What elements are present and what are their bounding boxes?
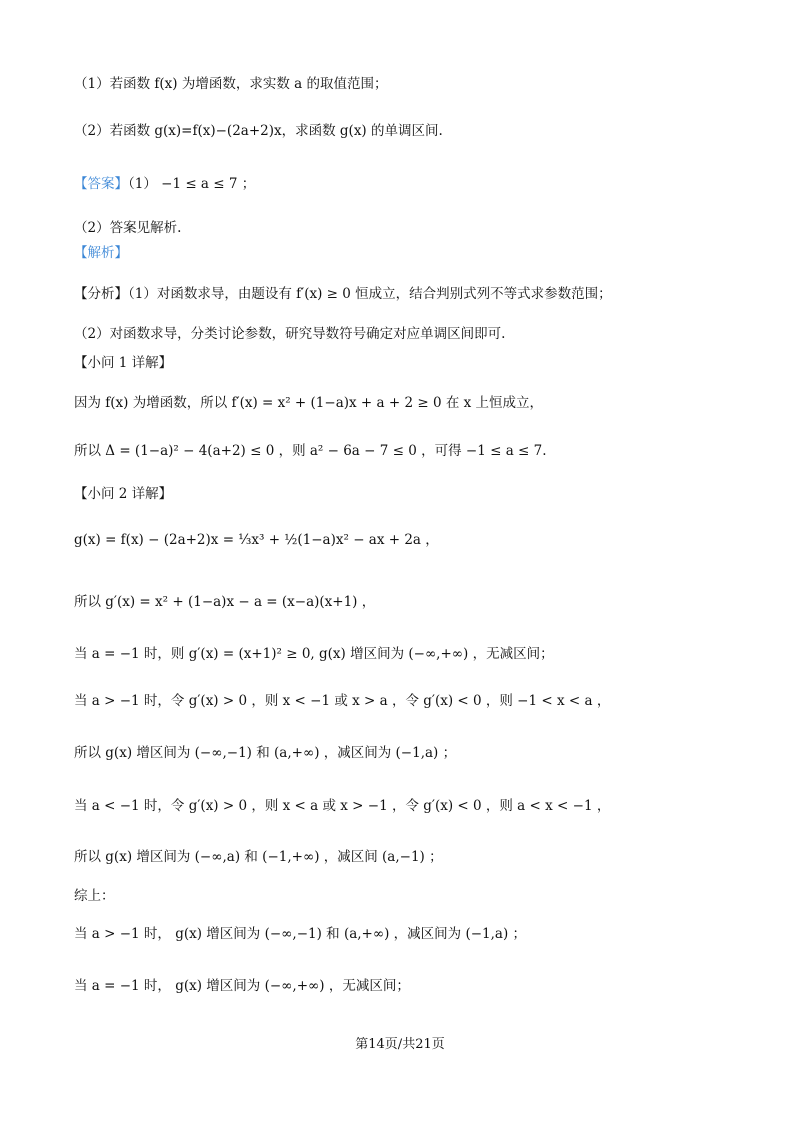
sub2-line2: 所以 g′(x) = x² + (1−a)x − a = (x−a)(x+1) ，: [74, 594, 376, 610]
sub2-line5: 所以 g(x) 增区间为 (−∞,−1) 和 (a,+∞) ，减区间为 (−1,a) ；: [74, 745, 457, 761]
sub2-title: 【小问 2 详解】: [74, 486, 173, 502]
analysis-2: （2）对函数求导，分类讨论参数，研究导数符号确定对应单调区间即可.: [74, 326, 506, 342]
answer-1: （1） −1 ≤ a ≤ 7 ；: [128, 176, 256, 192]
summary-title: 综上：: [74, 888, 115, 904]
analysis-label: 【解析】: [74, 245, 128, 261]
answer-2: （2）答案见解析.: [74, 220, 182, 236]
sub2-line4: 当 a > −1 时，令 g′(x) > 0 ，则 x < −1 或 x > a ，令 g′(x) < 0 ，则 −1 < x < a ，: [74, 693, 611, 709]
answer-1-row: [74, 174, 740, 194]
sub1-title: 【小问 1 详解】: [74, 355, 173, 371]
q2: （2）若函数 g(x)=f(x)−(2a+2)x，求函数 g(x) 的单调区间.: [74, 123, 443, 139]
sub1-line1: 因为 f(x) 为增函数，所以 f′(x) = x² + (1−a)x + a + 2 ≥ 0 在 x 上恒成立，: [74, 395, 544, 411]
summary-1: 当 a > −1 时， g(x) 增区间为 (−∞,−1) 和 (a,+∞) ，减区间为 (−1,a) ；: [74, 926, 527, 942]
sub2-line6: 当 a < −1 时，令 g′(x) > 0 ，则 x < a 或 x > −1 ，令 g′(x) < 0 ，则 a < x < −1 ，: [74, 798, 611, 814]
page-footer: 第14页/共21页: [355, 1037, 445, 1052]
sub1-line2: 所以 Δ = (1−a)² − 4(a+2) ≤ 0 ，则 a² − 6a − 7 ≤ 0 ，可得 −1 ≤ a ≤ 7.: [74, 443, 547, 459]
analysis-1: 【分析】（1）对函数求导，由题设有 f′(x) ≥ 0 恒成立，结合判别式列不等式求参数范围；: [74, 286, 612, 302]
sub2-line1: g(x) = f(x) − (2a+2)x = ⅓x³ + ½(1−a)x² − ax + 2a ，: [74, 532, 439, 548]
summary-2: 当 a = −1 时， g(x) 增区间为 (−∞,+∞) ，无减区间；: [74, 978, 410, 994]
sub2-line3: 当 a = −1 时，则 g′(x) = (x+1)² ≥ 0, g(x) 增区间为 (−∞,+∞) ，无减区间；: [74, 646, 554, 662]
answer-label: 【答案】: [74, 176, 128, 192]
sub2-line7: 所以 g(x) 增区间为 (−∞,a) 和 (−1,+∞) ，减区间 (a,−1) ；: [74, 849, 443, 865]
q1: （1）若函数 f(x) 为增函数，求实数 a 的取值范围；: [74, 76, 388, 92]
